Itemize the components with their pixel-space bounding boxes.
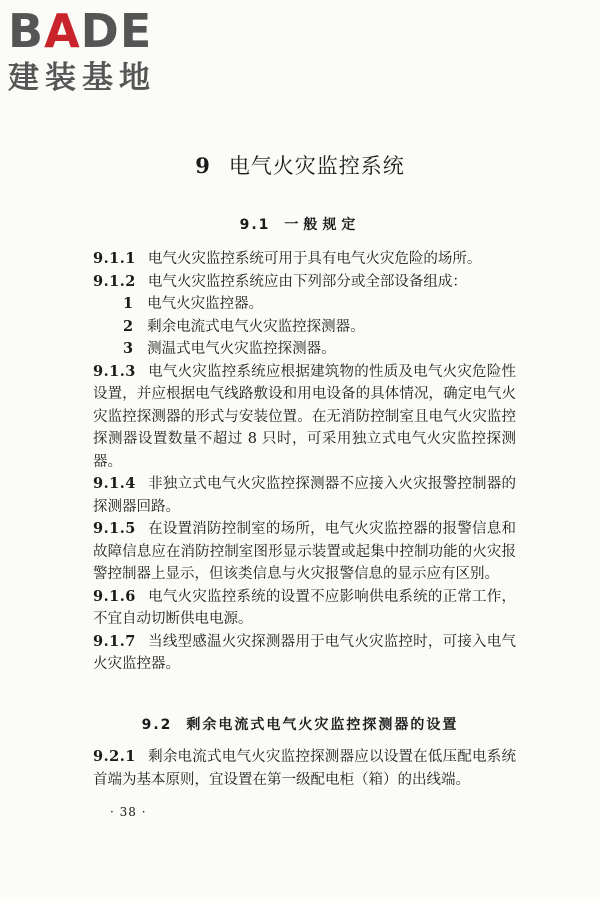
page-number: · 38 ·	[110, 805, 147, 819]
section-9-2-body	[93, 746, 516, 791]
clause	[93, 361, 516, 474]
list-item-number: 1	[123, 295, 134, 312]
clause-text: 电气火灾监控系统可用于具有电气火灾危险的场所。	[147, 251, 482, 267]
section-heading-9-2	[0, 714, 600, 734]
clause-text: 电气火灾监控系统的设置不应影响供电系统的正常工作，不宜自动切断供电电源。	[93, 588, 516, 627]
clause-number: 9.1.4	[93, 475, 136, 492]
list-item-text: 电气火灾监控器。	[147, 296, 264, 312]
clause	[93, 518, 516, 586]
section-number: 9.1	[239, 217, 271, 233]
clause	[93, 746, 516, 791]
list-item	[93, 293, 516, 316]
logo-subtitle: 建装基地	[8, 60, 156, 96]
list-item	[93, 338, 516, 361]
clause	[93, 631, 516, 676]
clause-number: 9.2.1	[93, 748, 136, 765]
logo-mark-text: BADE	[8, 4, 153, 58]
clause	[93, 248, 516, 271]
clause-number: 9.1.5	[93, 520, 136, 537]
clause-text: 电气火灾监控系统应根据建筑物的性质及电气火灾危险性设置，并应根据电气线路敷设和用电设备的具体情况，确定电气火灾监控探测器的形式与安装位置。在无消防控制室且电气火灾监控探测器设置数量不超过 8 只时，可采用独立式电气火灾监控探测器。	[93, 363, 516, 470]
clause	[93, 271, 516, 294]
list-item	[93, 316, 516, 339]
section-title: 一般规定	[284, 217, 361, 233]
clause-number: 9.1.3	[93, 362, 136, 380]
clause-number: 9.1.7	[93, 632, 136, 650]
clause-number: 9.1.2	[93, 272, 136, 290]
section-heading-9-1	[0, 214, 600, 234]
list-item-text: 测温式电气火灾监控探测器。	[147, 341, 336, 357]
chapter-number: 9	[195, 153, 211, 178]
chapter-title: 电气火灾监控系统	[228, 154, 405, 178]
publisher-logo	[8, 6, 178, 96]
clause-text: 非独立式电气火灾监控探测器不应接入火灾报警控制器的探测器回路。	[93, 476, 516, 515]
section-title: 剩余电流式电气火灾监控探测器的设置	[186, 717, 459, 733]
clause-text: 剩余电流式电气火灾监控探测器应以设置在低压配电系统首端为基本原则，宜设置在第一级配电柜（箱）的出线端。	[93, 749, 516, 788]
clause-text: 电气火灾监控系统应由下列部分或全部设备组成：	[147, 273, 467, 290]
clause-number: 9.1.1	[93, 250, 136, 267]
list-item-number: 2	[123, 317, 134, 335]
list-item-text: 剩余电流式电气火灾监控探测器。	[147, 318, 365, 335]
logo-mark	[8, 6, 178, 56]
section-number: 9.2	[141, 717, 173, 733]
chapter-heading	[0, 150, 600, 180]
clause-text: 在设置消防控制室的场所，电气火灾监控器的报警信息和故障信息应在消防控制室图形显示装置或起集中控制功能的火灾报警控制器上显示，但该类信息与火灾报警信息的显示应有区别。	[93, 521, 516, 582]
clause-text: 当线型感温火灾探测器用于电气火灾监控时，可接入电气火灾监控器。	[93, 633, 516, 672]
clause	[93, 586, 516, 631]
clause	[93, 473, 516, 518]
list-item-number: 3	[123, 340, 134, 357]
clause-number: 9.1.6	[93, 587, 136, 605]
section-9-1-body	[93, 248, 516, 676]
